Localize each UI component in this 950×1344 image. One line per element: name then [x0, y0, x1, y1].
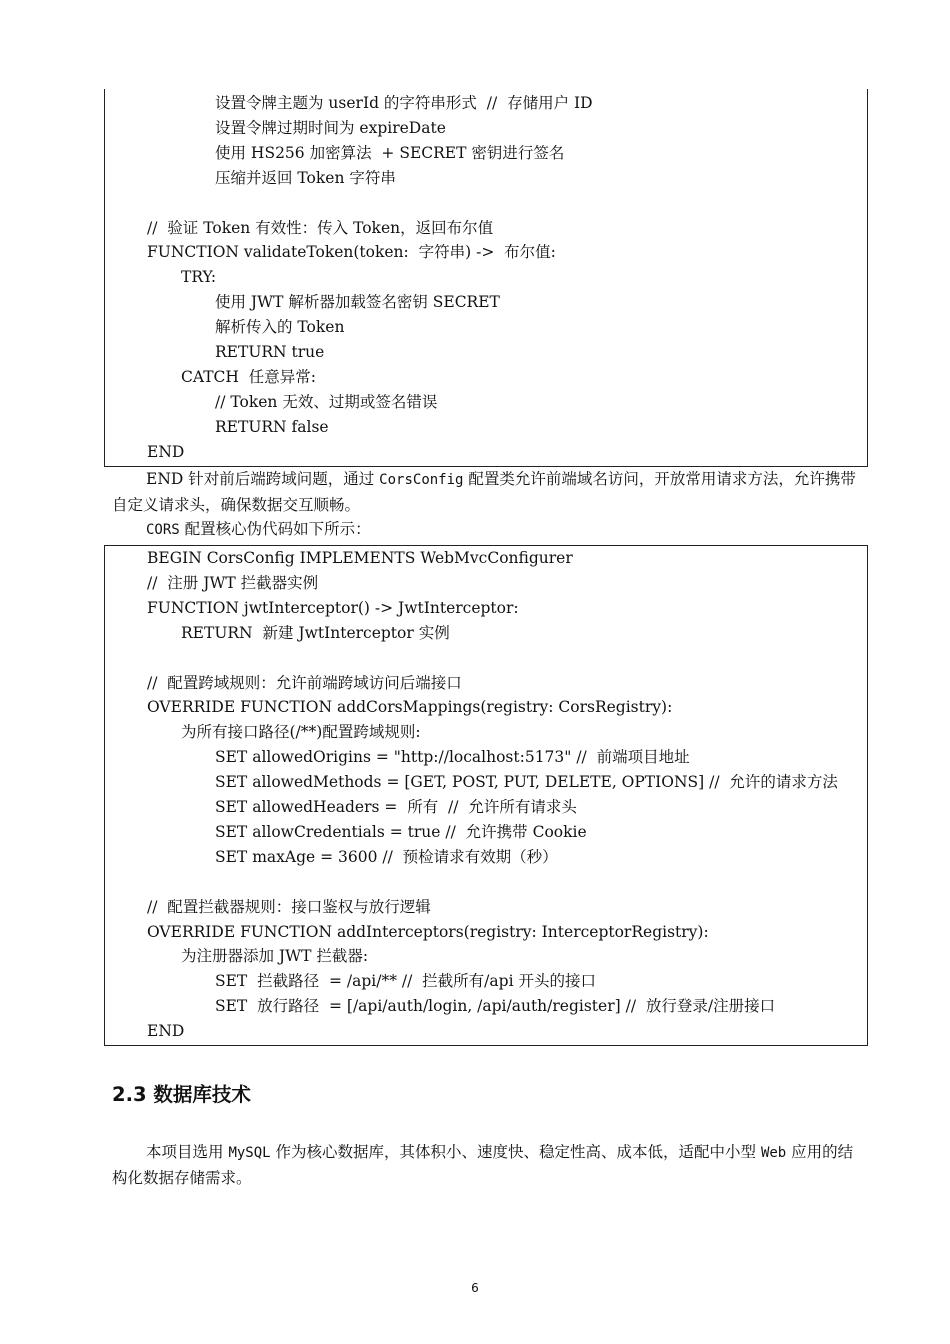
code-line: FUNCTION jwtInterceptor() -> JwtInterceptor: [147, 598, 519, 617]
code-line: // 配置拦截器规则：接口鉴权与放行逻辑 [147, 897, 431, 916]
code-line: SET 放行路径 = [/api/auth/login, /api/auth/register] // 放行登录/注册接口 [215, 997, 776, 1016]
code-line: 压缩并返回 Token 字符串 [215, 168, 396, 187]
code-line: RETURN 新建 JwtInterceptor 实例 [181, 623, 450, 642]
code-line: SET allowedHeaders = 所有 // 允许所有请求头 [215, 798, 577, 816]
inline-code: Web [760, 1145, 787, 1161]
paragraph-text: 应用的结构化数据存储需求。 [112, 1143, 854, 1187]
code-block-cors [104, 545, 868, 1046]
code-line: OVERRIDE FUNCTION addInterceptors(registry: InterceptorRegistry): [147, 922, 709, 941]
code-line: RETURN true [215, 343, 325, 361]
code-line: 为注册器添加 JWT 拦截器: [181, 947, 369, 966]
paragraph-text: 配置类允许前端域名访问，开放常用请求方法，允许携带自定义请求头，确保数据交互顺畅。 [112, 470, 856, 514]
code-line: // Token 无效、过期或签名错误 [215, 392, 438, 411]
code-line: 为所有接口路径(/**)配置跨域规则: [181, 723, 421, 742]
code-line: 使用 HS256 加密算法 + SECRET 密钥进行签名 [215, 143, 565, 162]
code-line: TRY: [181, 268, 217, 287]
code-line: SET 拦截路径 = /api/** // 拦截所有/api 开头的接口 [215, 972, 596, 991]
paragraph-text: 配置核心伪代码如下所示： [179, 520, 371, 538]
code-line: // 验证 Token 有效性：传入 Token，返回布尔值 [147, 218, 494, 237]
code-line: SET allowedOrigins = "http://localhost:5173" // 前端项目地址 [215, 748, 690, 767]
code-line: END [147, 1022, 185, 1041]
paragraph-text: 本项目选用 [146, 1143, 229, 1161]
paragraph-database [112, 1140, 862, 1191]
code-line: SET maxAge = 3600 // 预检请求有效期（秒） [215, 847, 558, 866]
inline-code: CorsConfig [379, 472, 464, 488]
code-block-jwt [104, 89, 868, 467]
page-number: 6 [471, 1281, 479, 1295]
code-line: END [147, 442, 185, 461]
inline-code: CORS [146, 522, 180, 538]
code-line: BEGIN CorsConfig IMPLEMENTS WebMvcConfigurer [147, 549, 573, 567]
code-line: SET allowCredentials = true // 允许携带 Cookie [215, 822, 587, 841]
paragraph-text: 作为核心数据库，其体积小、速度快、稳定性高、成本低，适配中小型 [270, 1143, 761, 1161]
section-heading: 2.3 数据库技术 [112, 1083, 251, 1106]
code-line: 使用 JWT 解析器加载签名密钥 SECRET [215, 293, 500, 312]
code-line: OVERRIDE FUNCTION addCorsMappings(registry: CorsRegistry): [147, 698, 673, 717]
code-line: // 注册 JWT 拦截器实例 [147, 573, 319, 592]
code-line: FUNCTION validateToken(token: 字符串) -> 布尔值: [147, 243, 556, 262]
paragraph-text: END 针对前后端跨域问题，通过 [146, 470, 380, 488]
code-line: // 配置跨域规则：允许前端跨域访问后端接口 [147, 673, 462, 692]
paragraph-cors-caption [112, 517, 862, 543]
code-line: CATCH 任意异常: [181, 367, 316, 386]
code-line: RETURN false [215, 417, 329, 436]
code-line: 设置令牌过期时间为 expireDate [215, 118, 446, 137]
paragraph-cors-intro [112, 467, 862, 518]
code-line: 解析传入的 Token [215, 318, 345, 337]
code-line: SET allowedMethods = [GET, POST, PUT, DELETE, OPTIONS] // 允许的请求方法 [215, 773, 838, 792]
inline-code: MySQL [228, 1145, 271, 1161]
code-line: 设置令牌主题为 userId 的字符串形式 // 存储用户 ID [215, 94, 593, 112]
